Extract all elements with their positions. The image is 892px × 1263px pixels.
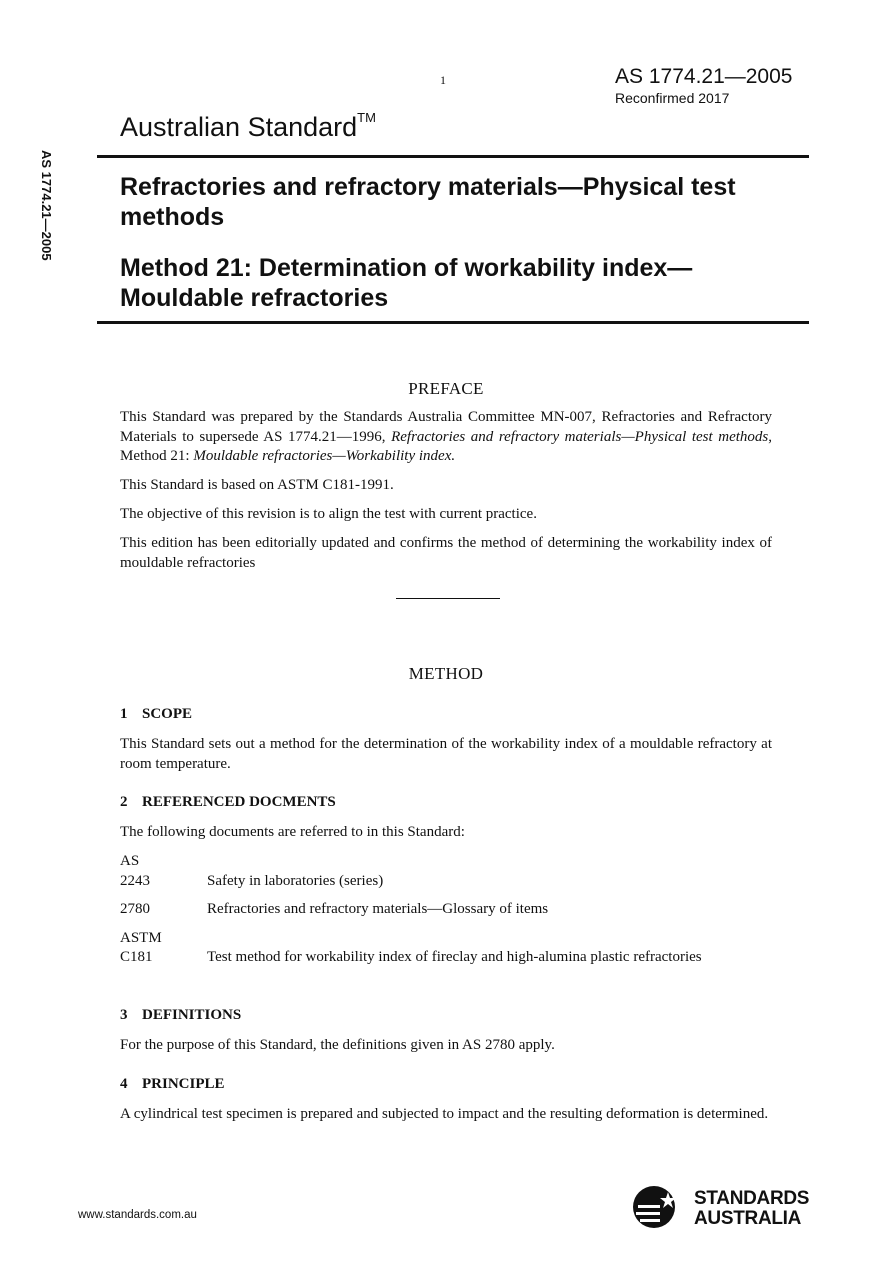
logo-line-1: STANDARDS: [694, 1188, 810, 1209]
preface-p1-text: This Standard was prepared by the Standards Australia Committee MN-007, Refractories and Refractory Materials to supersede AS 1774.21—1996,: [120, 409, 772, 445]
section-number: 2: [120, 794, 128, 810]
section-heading-references: [120, 794, 336, 811]
page-number: 1: [440, 73, 446, 87]
reference-group-as: AS: [120, 853, 140, 869]
footer-url: www.standards.com.au: [78, 1209, 197, 1221]
preface-paragraph-4: This edition has been editorially updated and confirms the method of determining the workability index of mouldable refractories: [120, 535, 772, 571]
section-number: 1: [120, 706, 128, 722]
reference-title: Refractories and refractory materials—Glossary of items: [207, 901, 549, 917]
preface-p1-method: , Method 21:: [120, 428, 772, 464]
series-name: Australian Standard: [120, 112, 358, 142]
section-number: 4: [120, 1076, 128, 1092]
reference-title: Test method for workability index of fireclay and high-alumina plastic refractories: [207, 949, 702, 965]
standard-number: AS 1774.21—2005: [615, 65, 793, 88]
title-rule-top: [97, 155, 809, 158]
definitions-text: For the purpose of this Standard, the definitions given in AS 2780 apply.: [120, 1037, 555, 1053]
standards-australia-logo: [632, 1184, 822, 1230]
section-heading-principle: [120, 1076, 225, 1093]
reference-code: C181: [120, 949, 153, 965]
title-rule-bottom: [97, 321, 809, 324]
section-title: PRINCIPLE: [142, 1076, 225, 1092]
section-title: REFERENCED DOCMENTS: [142, 794, 336, 810]
references-intro: The following documents are referred to in this Standard:: [120, 824, 465, 840]
preface-paragraph-2: This Standard is based on ASTM C181-1991.: [120, 477, 394, 493]
star-globe-icon: [632, 1184, 688, 1230]
preface-divider: [396, 598, 500, 599]
section-number: 3: [120, 1007, 128, 1023]
section-heading-definitions: [120, 1007, 241, 1024]
reference-title: Safety in laboratories (series): [207, 873, 384, 889]
reference-group-astm: ASTM: [120, 930, 162, 946]
preface-p1-italic-method: Mouldable refractories—Workability index.: [193, 448, 456, 464]
scope-text: This Standard sets out a method for the determination of the workability index of a mouldable refractory at room temperature.: [120, 736, 772, 772]
preface-heading: PREFACE: [408, 379, 484, 398]
section-heading-scope: [120, 706, 192, 723]
series-title: [120, 112, 376, 143]
side-label-text: AS 1774.21—2005: [39, 150, 54, 261]
preface-paragraph-1: [120, 408, 772, 467]
trademark-mark: TM: [357, 110, 376, 125]
method-heading: METHOD: [408, 664, 484, 683]
preface-paragraph-3: The objective of this revision is to align the test with current practice.: [120, 506, 537, 522]
reconfirmed-note: Reconfirmed 2017: [615, 90, 730, 106]
side-label: [24, 150, 74, 290]
preface-p1-italic-title: Refractories and refractory materials—Physical test methods: [391, 428, 769, 445]
document-title: Refractories and refractory materials—Physical test methods: [120, 173, 736, 231]
section-title: SCOPE: [142, 706, 193, 722]
logo-line-2: AUSTRALIA: [694, 1208, 802, 1229]
method-title: Method 21: Determination of workability index—Mouldable refractories: [120, 254, 693, 312]
reference-code: 2243: [120, 873, 150, 889]
section-title: DEFINITIONS: [142, 1007, 242, 1023]
principle-text: A cylindrical test specimen is prepared and subjected to impact and the resulting deformation is determined.: [120, 1106, 769, 1122]
reference-code: 2780: [120, 901, 150, 917]
